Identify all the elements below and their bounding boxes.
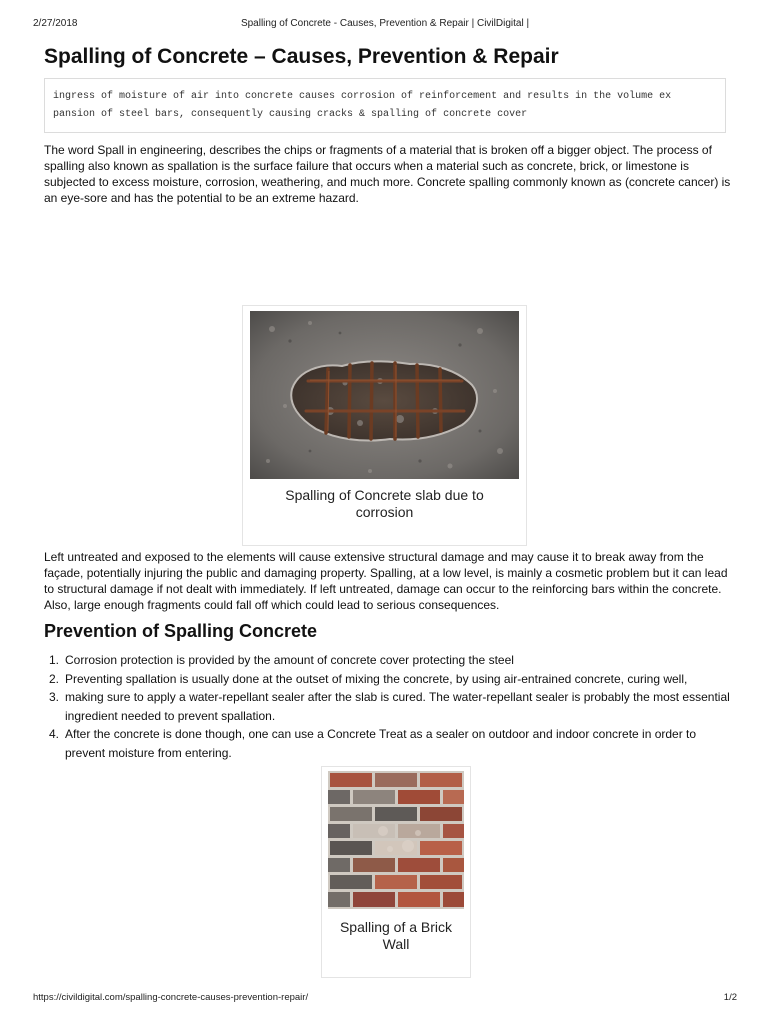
list-item — [44, 688, 734, 725]
print-footer — [33, 992, 737, 1006]
print-header — [33, 18, 737, 32]
code-line: ingress of moisture of air into concrete causes corrosion of reinforcement and results in the volume ex — [53, 91, 672, 102]
intro-paragraph: The word Spall in engineering, describes the chips or fragments of a material that is broken off a bigger object. The process of spalling also known as spallation is the surface failure that occurs when a material such as concrete, brick, or limestone is subjected to excess moisture, corrosion, weathering, and much more. Concrete spalling commonly known as (concrete cancer) is an eye-sore and has the potential to be an extreme hazard. — [44, 143, 731, 205]
list-number: 1. — [49, 653, 60, 667]
list-number: 4. — [49, 727, 60, 741]
list-item-text: making sure to apply a water-repellant sealer after the slab is cured. The water-repellant sealer is probably the most essential ingredient needed to prevent spallation. — [65, 690, 730, 723]
list-number: 3. — [49, 690, 60, 704]
list-number: 2. — [49, 671, 60, 686]
brick-wall-photo — [328, 771, 464, 909]
list-item-text: Corrosion protection is provided by the amount of concrete cover protecting the steel — [65, 653, 514, 667]
print-date: 2/27/2018 — [33, 18, 78, 29]
code-snippet — [44, 78, 726, 133]
figure-caption: Spalling of a Brick Wall — [339, 919, 453, 952]
code-line: pansion of steel bars, consequently causing cracks & spalling of concrete cover — [53, 109, 528, 120]
page-number: 1/2 — [723, 992, 737, 1003]
print-page-title: Spalling of Concrete - Causes, Prevention & Repair | CivilDigital | — [240, 18, 530, 29]
figure-concrete-spalling — [242, 305, 527, 546]
list-item-text: After the concrete is done though, one can use a Concrete Treat as a sealer on outdoor and indoor concrete in order to prevent moisture from entering. — [65, 727, 697, 760]
concrete-spalling-photo — [250, 311, 519, 479]
article-title: Spalling of Concrete – Causes, Prevention & Repair — [44, 45, 559, 68]
figure-brick-spalling — [321, 766, 471, 978]
list-item — [44, 725, 734, 762]
figure-caption: Spalling of Concrete slab due to corrosion — [285, 487, 484, 520]
list-item — [44, 670, 734, 689]
section-heading: Prevention of Spalling Concrete — [44, 621, 318, 641]
body-paragraph: Left untreated and exposed to the elements will cause extensive structural damage and may cause it to break away from the façade, potentially injuring the public and damaging property. Spalling, at a low level, is mainly a cosmetic problem but it can lead to structural damage if not dealt with immediately. If left untreated, damage can occur to the reinforcing bars within the concrete. Also, large enough fragments could fall off which could lead to serious consequences. — [44, 550, 728, 612]
page-url: https://civildigital.com/spalling-concrete-causes-prevention-repair/ — [33, 992, 309, 1003]
list-item — [44, 651, 734, 670]
prevention-list — [44, 651, 734, 762]
list-item-text: Preventing spallation is usually done at the outset of mixing the concrete, by using air-entrained concrete, curing well, — [65, 671, 688, 686]
